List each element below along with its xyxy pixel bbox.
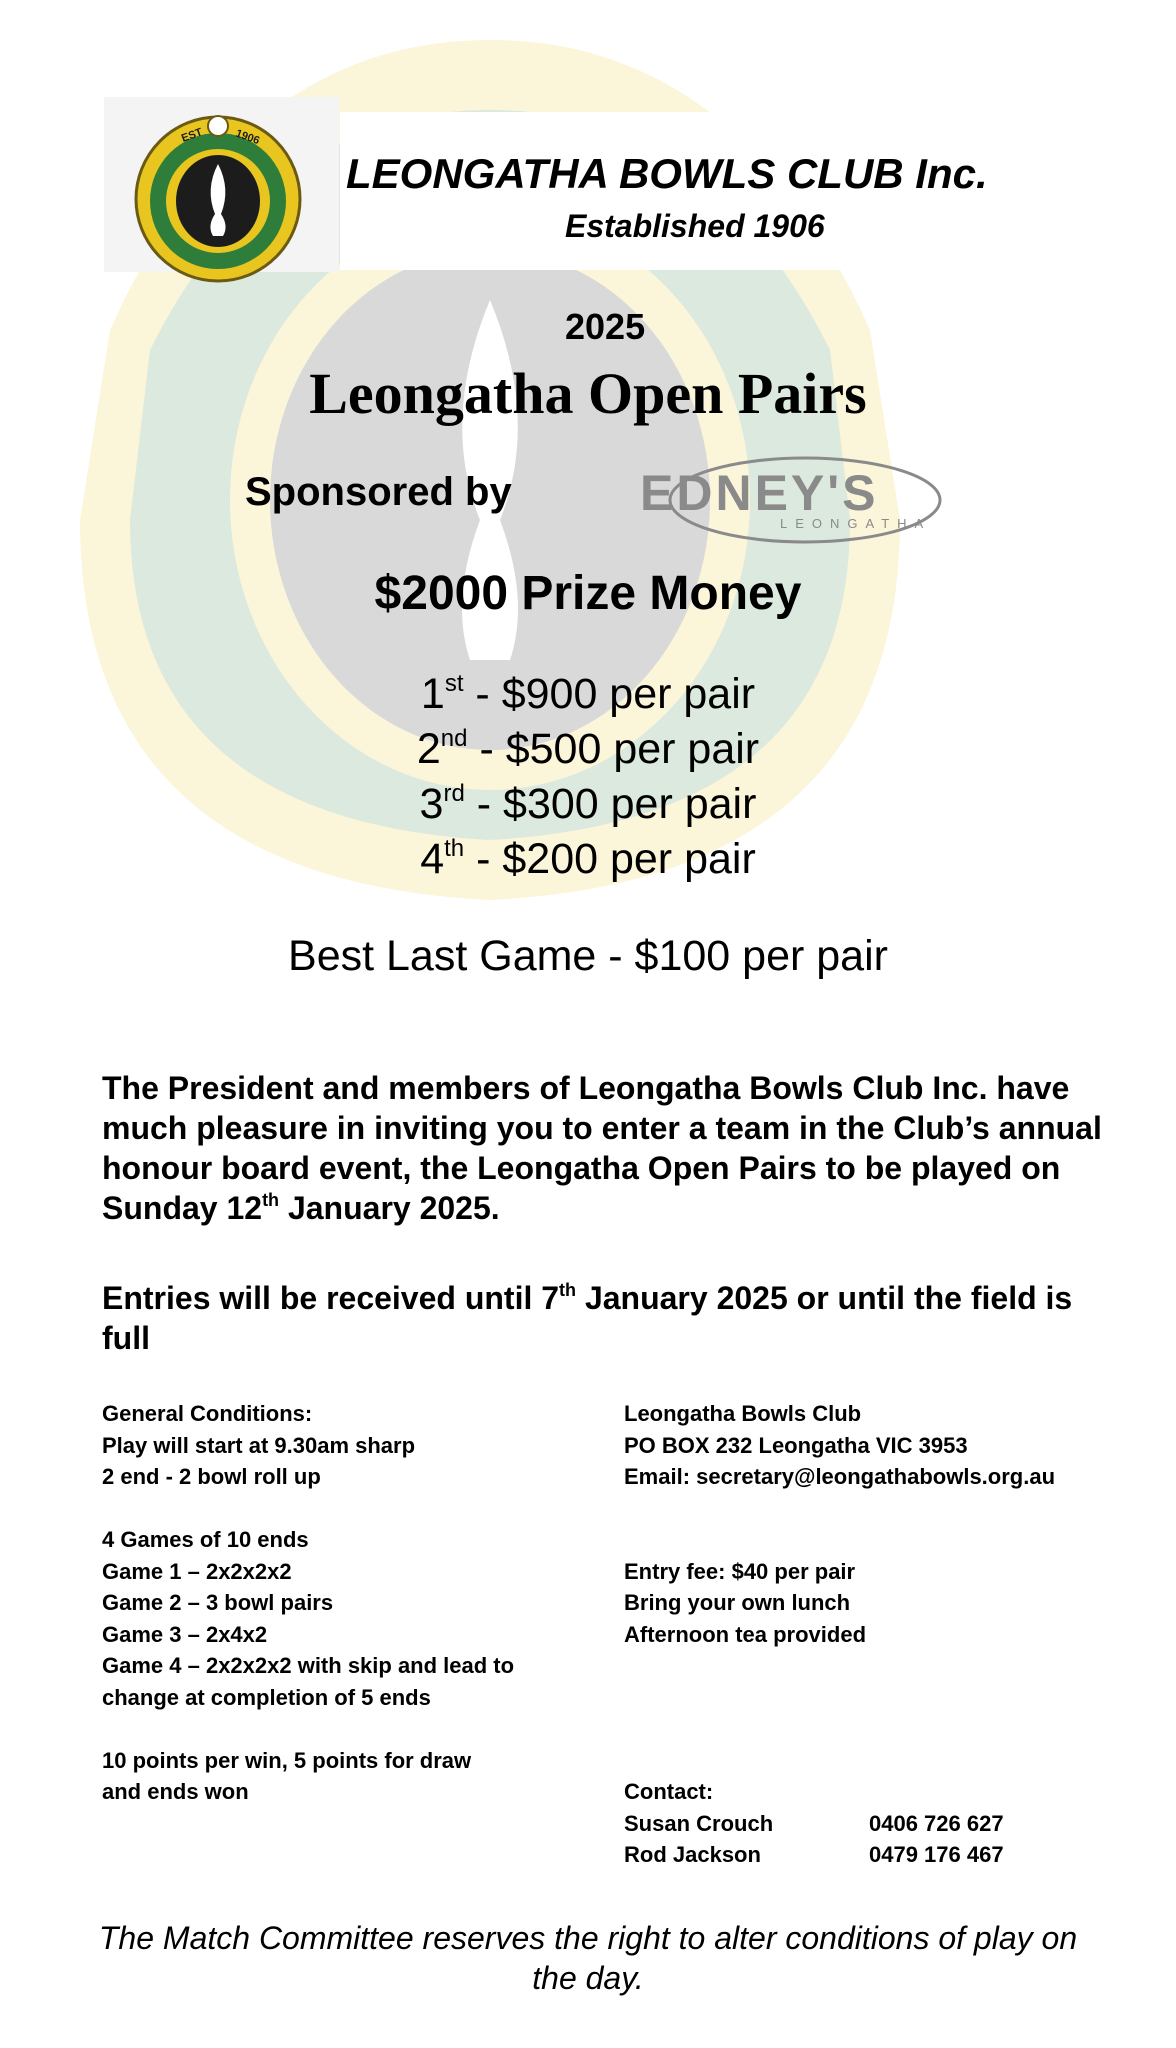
club-badge-logo [123,104,313,284]
email-address: Email: secretary@leongathabowls.org.au [624,1464,1056,1489]
prize-amount: - $500 per pair [467,725,760,773]
club-name-small: Leongatha Bowls Club [624,1401,862,1426]
entries-text-end: January 2025 or until the field is full [102,1280,1073,1356]
game-4: Game 4 – 2x2x2x2 with skip and lead to [102,1653,515,1678]
contact-row [624,1808,1164,1840]
prize-amount: - $200 per pair [464,835,756,883]
start-time: Play will start at 9.30am sharp [102,1432,416,1458]
conditions-heading: General Conditions: [102,1401,313,1426]
game-2: Game 2 – 3 bowl pairs [102,1590,334,1615]
invitation-text: The President and members of Leongatha Bowls Club Inc. have much pleasure in inviting you to enter a team in the Club’s annual honour board event, the Leongatha Open Pairs to be played on Sunday 12 [102,1070,1102,1226]
tea-note: Afternoon tea provided [624,1621,867,1647]
prize-money-heading: $2000 Prize Money [374,567,802,620]
prize-suffix: th [444,835,465,862]
prize-place: 3 [419,780,444,828]
sponsor-logo [630,440,960,560]
postal-address: PO BOX 232 Leongatha VIC 3953 [624,1432,968,1458]
prize-line-4th [0,835,1176,884]
entries-text: Entries will be received until 7 [102,1280,560,1316]
lunch-note: Bring your own lunch [624,1590,851,1615]
entries-sup: th [559,1280,577,1300]
prize-line-2nd [0,725,1176,774]
game-4-continued: change at completion of 5 ends [102,1684,431,1710]
sponsor-name: EDNEY'S [640,465,879,521]
prize-amount: - $900 per pair [463,670,756,718]
general-conditions [102,1398,622,1808]
prize-amount: - $300 per pair [464,780,757,828]
contact-name: Rod Jackson [624,1842,761,1867]
prize-place: 1 [420,670,445,718]
invitation-sup: th [262,1190,280,1210]
games-heading: 4 Games of 10 ends [102,1527,309,1552]
svg-text:1906: 1906 [233,127,262,148]
prize-suffix: rd [443,780,465,807]
club-details [624,1398,1164,1871]
entry-fee: Entry fee: $40 per pair [624,1558,856,1584]
sponsored-by-label: Sponsored by [245,470,512,514]
svg-text:EST: EST [179,126,205,145]
entries-paragraph [102,1278,1102,1358]
event-year: 2025 [565,306,646,347]
prize-place: 4 [420,835,445,883]
event-title: Leongatha Open Pairs [309,361,867,426]
club-name: LEONGATHA BOWLS CLUB Inc. [346,150,988,197]
contact-phone: 0479 176 467 [869,1842,1004,1867]
contact-heading: Contact: [624,1779,714,1804]
contact-row [624,1839,1164,1871]
established-line: Established 1906 [565,208,825,244]
prize-suffix: nd [440,725,468,752]
prize-place: 2 [416,725,441,773]
sponsor-location: LEONGATHA [780,516,932,531]
points-rule: 10 points per win, 5 points for draw [102,1747,472,1773]
prize-line-1st [0,670,1176,719]
prize-suffix: st [444,670,464,697]
contact-name: Susan Crouch [624,1810,774,1836]
roll-up: 2 end - 2 bowl roll up [102,1464,321,1489]
game-3: Game 3 – 2x4x2 [102,1621,268,1647]
invitation-text-end: January 2025. [279,1190,500,1226]
disclaimer: The Match Committee reserves the right to alter conditions of play on the day. [98,1920,1078,1996]
points-rule-continued: and ends won [102,1779,249,1804]
best-last-game-prize: Best Last Game - $100 per pair [288,932,888,980]
invitation-paragraph [102,1068,1102,1228]
contact-phone: 0406 726 627 [869,1810,1004,1836]
prize-line-3rd [0,780,1176,829]
game-1: Game 1 – 2x2x2x2 [102,1558,292,1584]
